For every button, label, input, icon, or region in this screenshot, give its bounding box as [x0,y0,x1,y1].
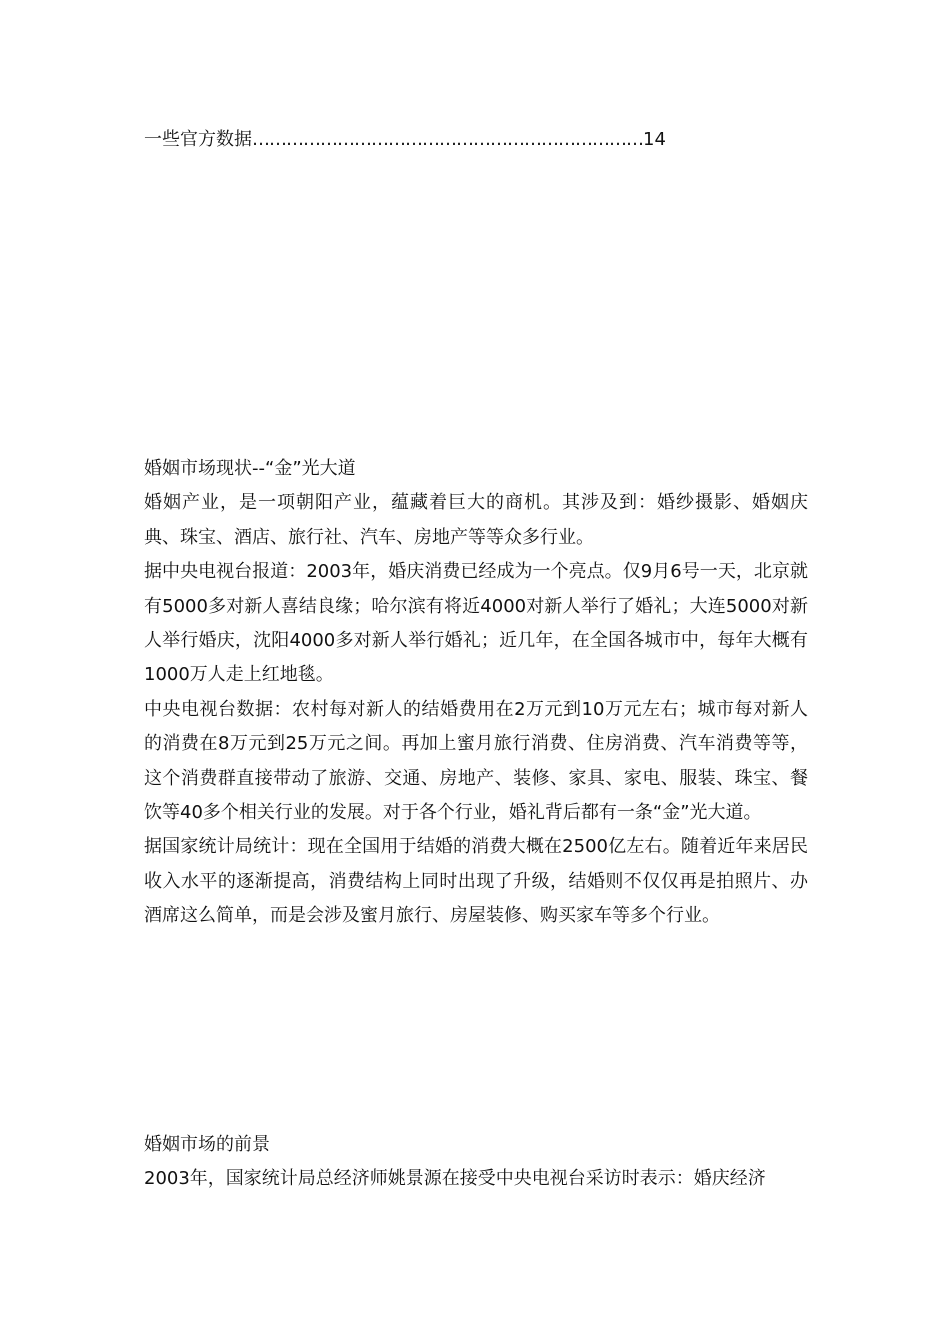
paragraph: 中央电视台数据：农村每对新人的结婚费用在2万元到10万元左右；城市每对新人的消费在8万元到25万元之间。再加上蜜月旅行消费、住房消费、汽车消费等等，这个消费群直接带动了旅游、交通、房地产、装修、家具、家电、服装、珠宝、餐饮等40多个相关行业的发展。对于各个行业，婚礼背后都有一条“金”光大道。 [144,698,808,824]
toc-leader-dots: …………………………………………………………… [252,129,643,150]
toc-entry-title: 一些官方数据 [144,129,252,150]
section-market-status [144,452,808,934]
paragraph: 据中央电视台报道：2003年，婚庆消费已经成为一个亮点。仅9月6号一天，北京就有5000多对新人喜结良缘；哈尔滨有将近4000对新人举行了婚礼；大连5000对新人举行婚庆，沈阳4000多对新人举行婚礼；近几年，在全国各城市中，每年大概有1000万人走上红地毯。 [144,561,808,686]
paragraph: 据国家统计局统计：现在全国用于结婚的消费大概在2500亿左右。随着近年来居民收入水平的逐渐提高，消费结构上同时出现了升级，结婚则不仅仅再是拍照片、办酒席这么简单，而是会涉及蜜月旅行、房屋装修、购买家车等多个行业。 [144,836,808,927]
toc-page-number: 14 [643,129,666,150]
toc-entry[interactable] [144,126,784,154]
section-heading: 婚姻市场的前景 [144,1134,270,1155]
paragraph: 2003年，国家统计局总经济师姚景源在接受中央电视台采访时表示：婚庆经济 [144,1168,766,1190]
paragraph: 婚姻产业，是一项朝阳产业，蕴藏着巨大的商机。其涉及到：婚纱摄影、婚姻庆典、珠宝、酒店、旅行社、汽车、房地产等等众多行业。 [144,492,808,548]
section-heading: 婚姻市场现状--“金”光大道 [144,458,356,479]
section-market-prospect [144,1128,808,1197]
